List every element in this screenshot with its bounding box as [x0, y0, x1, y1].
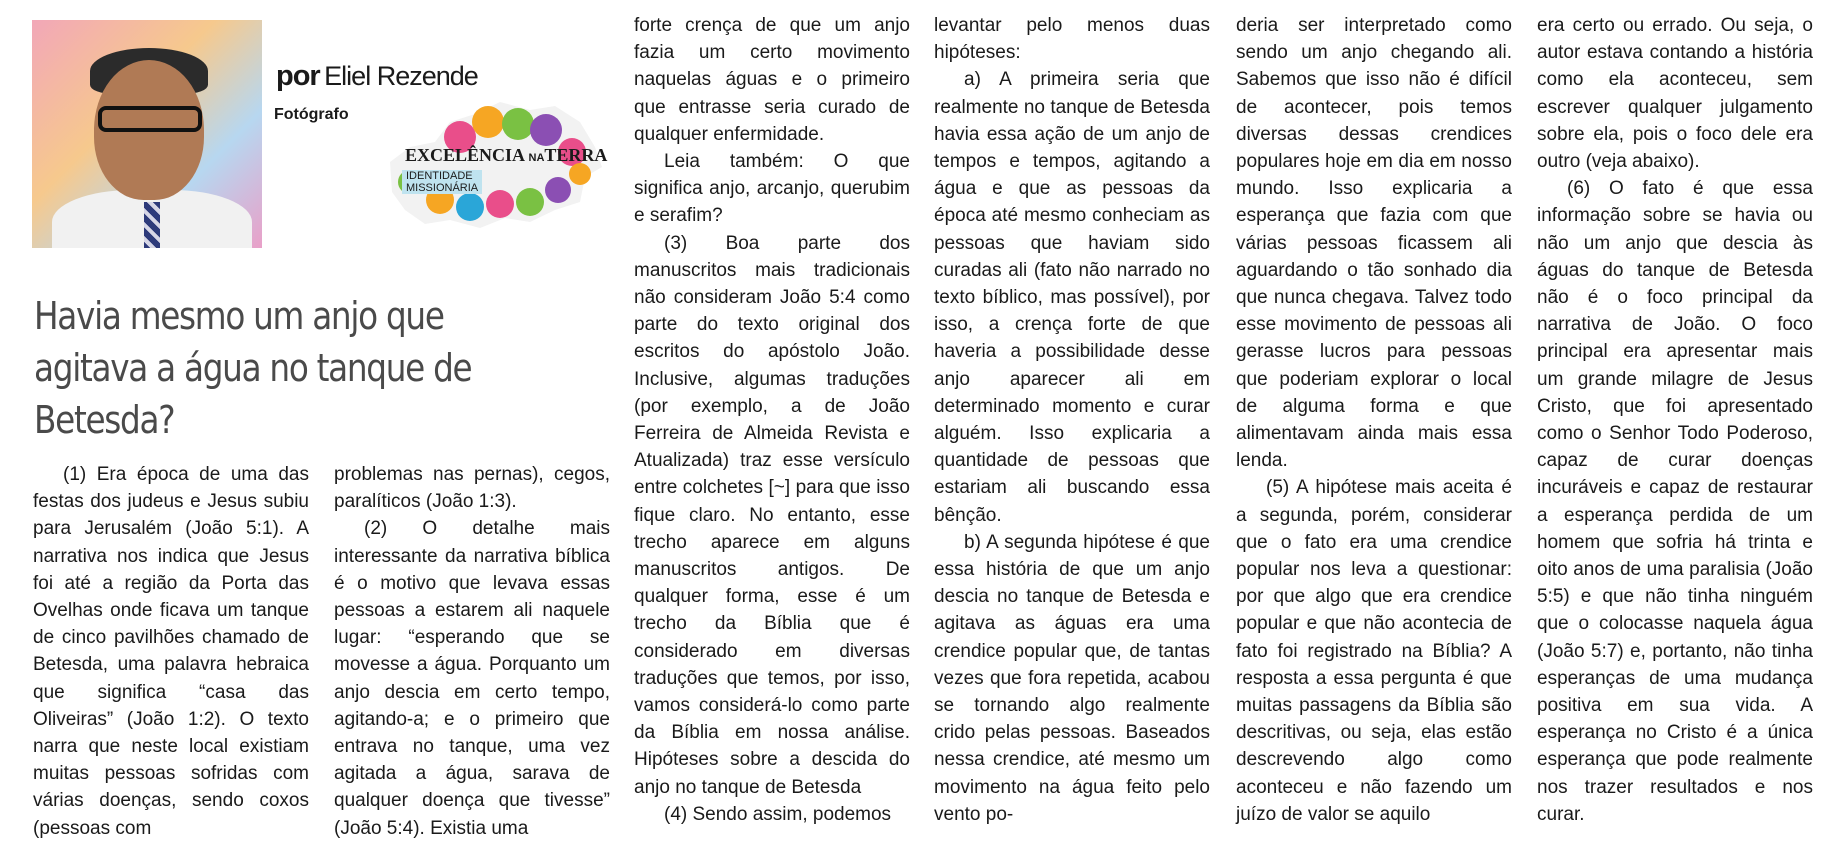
read-also-link: Leia também: O que significa anjo, arcanjo, querubim e serafim? [634, 151, 910, 227]
paragraph: levantar pelo menos duas hipóteses: [934, 15, 1210, 64]
article-column-5 [1236, 12, 1512, 828]
logo-title-terra: TERRA [544, 145, 608, 165]
paragraph: problemas nas pernas), cegos, paralíticos (João 1:3). [334, 464, 610, 513]
logo-subtitle-line1: IDENTIDADE [406, 170, 473, 182]
logo-subtitle-line2: MISSIONÁRIA [406, 182, 479, 194]
article-column-3 [634, 12, 910, 828]
logo-subtitle [402, 170, 482, 194]
paragraph: (2) O detalhe mais interessante da narrativa bíblica é o motivo que levava essas pessoas a estarem ali naquele lugar: “esperando que se movesse a água. Porquanto um anjo descia em certo tempo, agitando-a; e o primeiro que entrava no tanque, uma vez agitada a água, sarava de qualquer doença que tivesse” (João 5:4). Existia uma [334, 518, 610, 839]
byline-prefix: por [276, 60, 320, 92]
article-column-2 [334, 461, 610, 842]
article-column-6 [1537, 12, 1813, 828]
article-column-4 [934, 12, 1210, 828]
paragraph: b) A segunda hipótese é que essa história de que um anjo descia no tanque de Betesda e agitava as águas era uma crendice popular que, de tantas vezes que fora repetida, acabou se tornando algo realmente crido pelas pessoas. Baseados nessa crendice, até mesmo um movimento na água feito pelo vento po- [934, 531, 1210, 825]
paragraph: era certo ou errado. Ou seja, o autor estava contando a história como ela aconteceu, sem escrever qualquer julgamento sobre ela, pois o foco dele era outro (veja abaixo). [1537, 15, 1813, 173]
paragraph: a) A primeira seria que realmente no tanque de Betesda havia essa ação de um anjo de tempos e tempos, agitando a água e que as pessoas da época até mesmo conheciam as pessoas que haviam sido curadas ali (fato não narrado no texto bíblico, mas possível), por isso, a crença forte de que haveria a possibilidade desse anjo aparecer ali em determinado momento e curar alguém. Isso explicaria a quantidade de pessoas que estariam ali buscando essa bênção. [934, 69, 1210, 526]
logo-title-main: EXCELÊNCIA [405, 145, 525, 165]
article-column-1 [33, 461, 309, 842]
author-name: Eliel Rezende [324, 61, 478, 91]
author-glasses [98, 106, 202, 132]
paragraph: (5) A hipótese mais aceita é a segunda, porém, considerar que o fato era uma crendice popular nos leva a questionar: por que algo que era crendice popular e que não acontecia de fato foi registrado na Bíblia? A resposta a essa pergunta é que muitas passagens da Bíblia são descritivas, ou seja, elas estão descrevendo algo como aconteceu e não fazendo um juízo de valor se aquilo [1236, 477, 1512, 825]
paragraph: (6) O fato é que essa informação sobre se havia ou não um anjo que descia às águas do tanque de Betesda não é o foco principal da narrativa de João. O foco principal era apresentar mais um grande milagre de Jesus Cristo, que foi apresentado como o Senhor Todo Poderoso, capaz de curar doenças incuráveis e capaz de restaurar a esperança perdida de um homem que sofria há trinta e oito anos de uma paralisia (João 5:5) e que não tinha ninguém que o colocasse naquela água (João 5:7) e, portanto, não tinha esperanças de uma mudança positiva em sua vida. A esperança no Cristo é a única esperança que pode realmente nos trazer resultados e nos curar. [1537, 178, 1813, 825]
logo-title [405, 145, 607, 166]
paragraph: (4) Sendo assim, podemos [664, 803, 892, 825]
paragraph: (1) Era época de uma das festas dos judeus e Jesus subiu para Jerusalém (João 5:1). A narrativa nos indica que Jesus foi até a região da Porta das Ovelhas onde ficava um tanque de cinco pavilhões chamado de Betesda, uma palavra hebraica que significa “casa das Oliveiras” (João 1:2). O texto narra que neste local existiam muitas pessoas sofridas com várias doenças, sendo coxos (pessoas com [33, 464, 309, 839]
paragraph: forte crença de que um anjo fazia um certo movimento naquelas águas e o primeiro que entrasse seria curado de qualquer enfermidade. [634, 15, 910, 145]
author-photo [32, 20, 262, 248]
author-role: Fotógrafo [274, 106, 349, 123]
paragraph: (3) Boa parte dos manuscritos mais tradicionais não consideram João 5:4 como parte do texto original dos escritos do apóstolo João. Inclusive, algumas traduções (por exemplo, a de João Ferreira de Almeida Revista e Atualizada) traz esse versículo entre colchetes [~] para que isso fique claro. No entanto, esse trecho aparece em alguns manuscritos antigos. De qualquer forma, esse é um trecho da Bíblia que é considerado em diversas traduções que temos, por isso, vamos considerá-lo como parte da Bíblia em nossa análise. Hipóteses sobre a descida do anjo no tanque de Betesda [634, 232, 910, 798]
article-headline: Havia mesmo um anjo que agitava a água no tanque de Betesda? [34, 294, 472, 442]
paragraph: deria ser interpretado como sendo um anjo chegando ali. Sabemos que isso não é difícil de acontecer, pois temos diversas dessas crendices populares hoje em dia em nosso mundo. Isso explicaria a esperança que fazia com que várias pessoas ficassem ali aguardando o tão sonhado dia que nunca chegava. Talvez todo esse movimento de pessoas ali gerasse lucros para pessoas que poderiam explorar o local de alguma forma e que alimentavam ainda mais essa lenda. [1236, 15, 1512, 472]
author-tie [144, 202, 160, 248]
logo-title-na: NA [528, 152, 545, 164]
byline [276, 60, 478, 93]
